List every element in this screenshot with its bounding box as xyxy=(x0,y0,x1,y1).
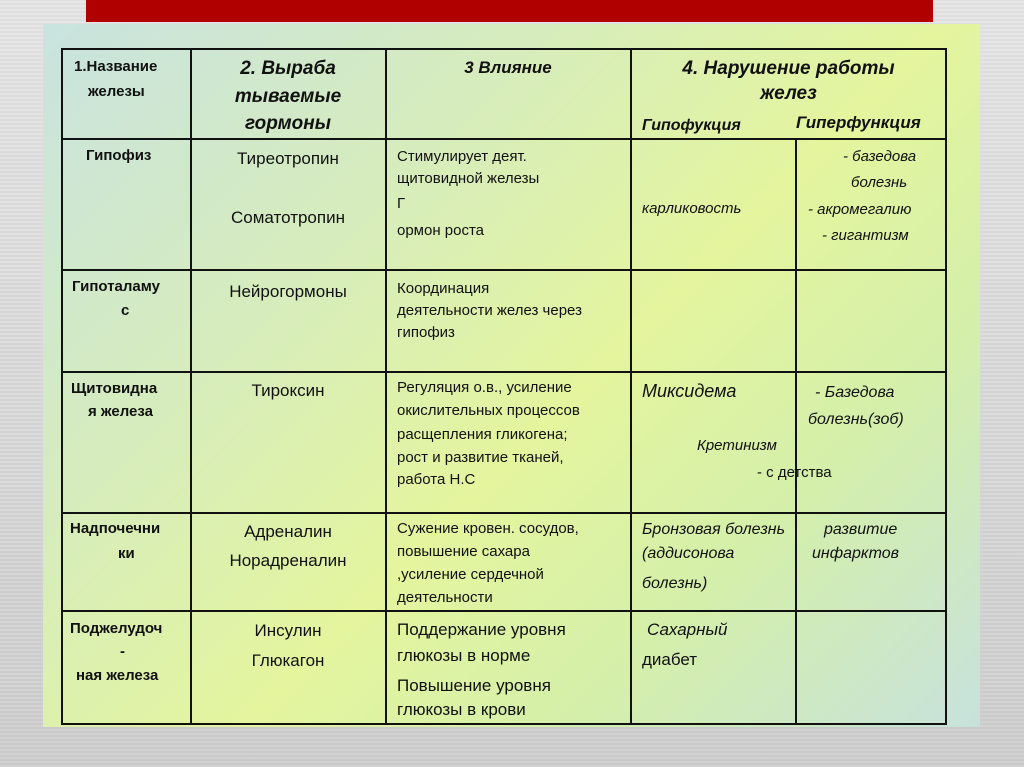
row2-effect-1: Координация xyxy=(397,280,490,297)
row3-effect-1: Регуляция о.в., усиление xyxy=(397,379,572,396)
row4-effect-1: Сужение кровен. сосудов, xyxy=(397,520,579,537)
row3-effect-3: расщепления гликогена; xyxy=(397,426,568,443)
row1-hormone-1: Тиреотропин xyxy=(237,149,339,168)
row3-hypo-2: Кретинизм xyxy=(697,437,777,454)
row4-hyper-2: инфарктов xyxy=(812,545,899,562)
row5-gland-1: Поджелудоч xyxy=(70,620,163,637)
row5-effect-3: Повышение уровня xyxy=(397,676,551,695)
row4-hypo-2: (аддисонова xyxy=(642,545,735,562)
row1-effect-1: Стимулирует деят. xyxy=(397,148,527,165)
row2-gland-1: Гипоталаму xyxy=(72,278,161,295)
row1-hyper-2: болезнь xyxy=(851,174,908,191)
row4-gland-1: Надпочечни xyxy=(70,520,161,537)
header-disorder-line1: 4. Нарушение работы xyxy=(682,58,895,79)
header-gland-line2: железы xyxy=(88,83,145,100)
row2-effect-2: деятельности желез через xyxy=(397,302,582,319)
row4-hormone-2: Норадреналин xyxy=(229,551,347,570)
row4-effect-3: ,усиление сердечной xyxy=(397,566,544,583)
row3-hypo-3: - с детства xyxy=(757,464,832,481)
header-hypofunction: Гипофукция xyxy=(642,117,741,134)
row2-hormone-1: Нейрогормоны xyxy=(229,282,347,301)
row3-hyper-1: - Базедова xyxy=(815,384,895,401)
row3-hyper-2: болезнь(зоб) xyxy=(808,411,904,428)
row3-effect-4: рост и развитие тканей, xyxy=(397,449,564,466)
row5-hormone-1: Инсулин xyxy=(254,621,322,640)
row5-hormone-2: Глюкагон xyxy=(251,651,325,670)
row3-effect-2: окислительных процессов xyxy=(397,402,580,419)
header-effect: 3 Влияние xyxy=(464,58,552,77)
row4-effect-4: деятельности xyxy=(397,589,493,606)
row5-effect-1: Поддержание уровня xyxy=(397,620,566,639)
header-hyperfunction: Гиперфункция xyxy=(796,113,921,132)
row5-gland-3: ная железа xyxy=(76,667,159,684)
row4-hypo-1: Бронзовая болезнь xyxy=(642,521,786,538)
row3-hormone-1: Тироксин xyxy=(251,381,325,400)
row4-effect-2: повышение сахара xyxy=(397,543,530,560)
row5-hypo-2: диабет xyxy=(642,650,698,669)
row3-gland-2: я железа xyxy=(88,403,153,420)
row1-hyper-4: - гигантизм xyxy=(822,227,909,244)
row4-hyper-1: развитие xyxy=(824,521,898,538)
row3-gland-1: Щитовидна xyxy=(71,380,158,397)
row1-hyper-1: - базедова xyxy=(843,148,917,165)
header-hormones-line2: тываемые xyxy=(234,86,342,107)
row5-effect-2: глюкозы в норме xyxy=(397,646,531,665)
header-disorder-line2: желез xyxy=(760,83,817,104)
row4-gland-2: ки xyxy=(118,545,135,562)
row1-effect-2: щитовидной железы xyxy=(397,170,540,187)
row5-gland-2: - xyxy=(120,643,125,660)
row1-effect-4: ормон роста xyxy=(397,222,485,239)
header-gland-line1: 1.Название xyxy=(74,58,158,75)
row2-gland-2: с xyxy=(121,302,130,319)
row1-gland: Гипофиз xyxy=(86,147,152,164)
row4-hormone-1: Адреналин xyxy=(244,522,332,541)
row1-hormone-2: Соматотропин xyxy=(231,208,345,227)
row3-effect-5: работа Н.С xyxy=(397,471,476,488)
row3-hypo-1: Миксидема xyxy=(642,381,737,401)
row4-hypo-3: болезнь) xyxy=(642,575,708,592)
row1-hyper-3: - акромегалию xyxy=(808,201,912,218)
row5-hypo-1: Сахарный xyxy=(647,620,728,639)
header-hormones-line1: 2. Выраба xyxy=(240,58,336,79)
row1-hypo-1: карликовость xyxy=(642,200,742,217)
row5-effect-4: глюкозы в крови xyxy=(397,700,526,719)
header-hormones-line3: гормоны xyxy=(245,113,331,134)
row1-effect-3: Г xyxy=(397,195,406,212)
row2-effect-3: гипофиз xyxy=(397,324,455,341)
